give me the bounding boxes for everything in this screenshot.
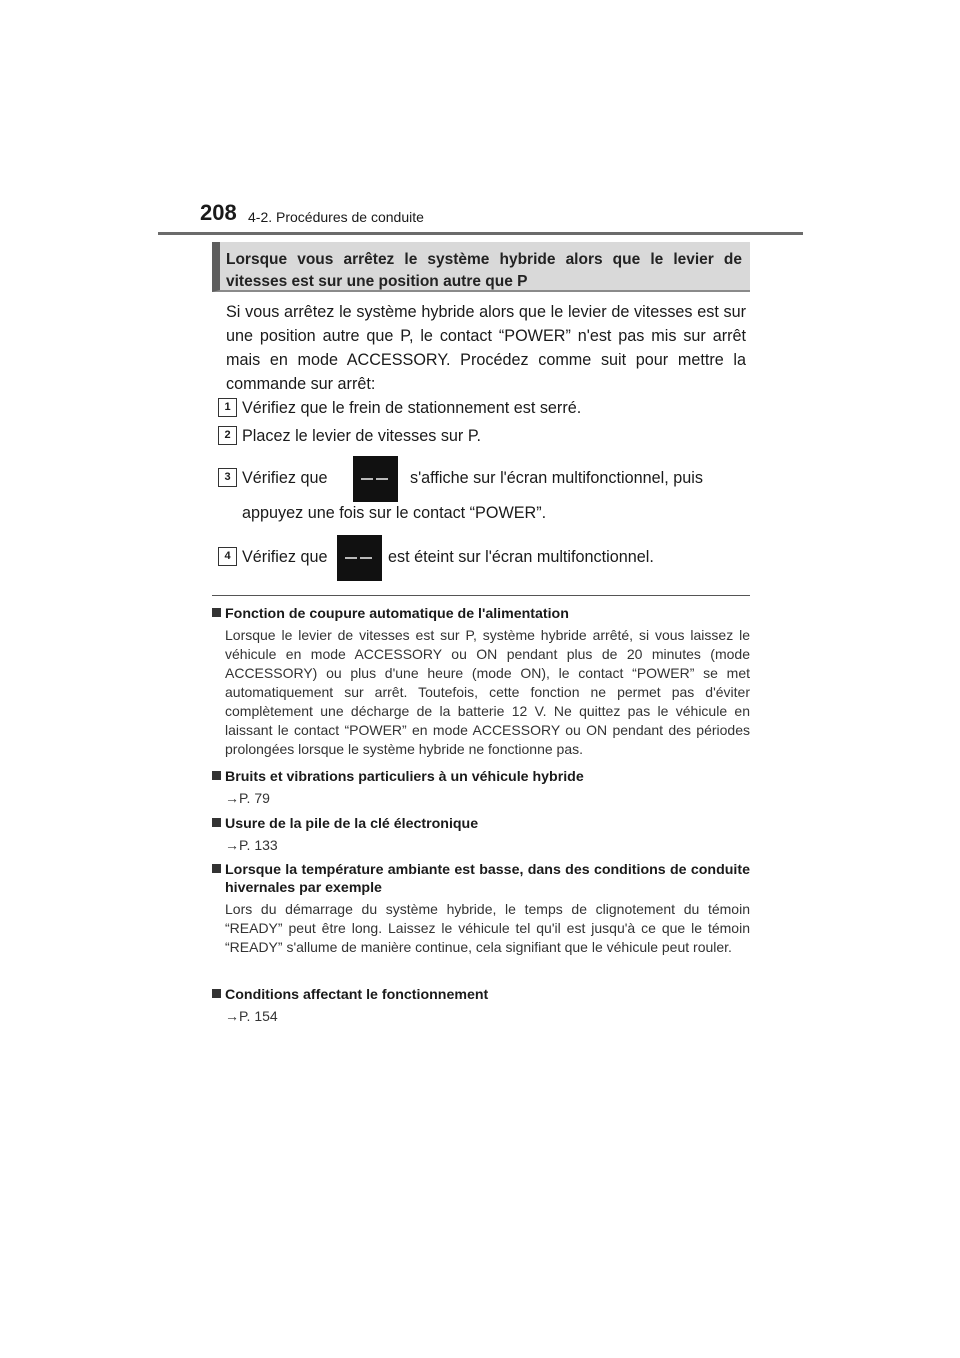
step-number-badge: 1 [218, 398, 237, 417]
page-reference: →P. 133 [225, 837, 278, 853]
step-number-badge: 3 [218, 468, 237, 487]
note-body: Lorsque le levier de vitesses est sur P, système hybride arrêté, si vous laissez le véhicule en mode ACCESSORY ou ON pendant plus de 20 minutes (mode ACCESSORY) ou plus d'une heure (mode ON), le contact “POWER” se met automatiquement sur arrêt. Toutefois, cette fonction ne permet pas d'éviter complètement une décharge de la batterie 12 V. Ne quittez pas le véhicule en laissant le contact “POWER” en mode ACCESSORY ou ON pendant des périodes prolongées lorsque le système hybride ne fonctionne pas. [225, 627, 750, 757]
indicator-display-icon [337, 535, 382, 581]
power-off-display-icon [353, 456, 398, 502]
bullet-square-icon [212, 771, 221, 780]
section-divider [212, 595, 750, 596]
section-title: 4-2. Procédures de conduite [248, 209, 424, 225]
note-title: Lorsque la température ambiante est basse, dans des conditions de conduite hivernales par exemple [212, 861, 750, 897]
bullet-square-icon [212, 818, 221, 827]
note-title: Fonction de coupure automatique de l'alimentation [212, 605, 750, 623]
header-rule [158, 232, 803, 235]
step-text-line2: appuyez une fois sur le contact “POWER”. [242, 504, 547, 522]
note-operating-conditions [212, 986, 750, 1026]
bullet-square-icon [212, 864, 221, 873]
note-hybrid-noise [212, 768, 750, 808]
bullet-square-icon [212, 608, 221, 617]
step-text-before: Vérifiez que [242, 469, 328, 487]
note-cold-weather [212, 861, 750, 957]
section-heading: Lorsque vous arrêtez le système hybride alors que le levier de vitesses est sur une position autre que P [212, 242, 750, 292]
note-title: Usure de la pile de la clé électronique [212, 815, 750, 833]
page-number: 208 [200, 200, 237, 225]
note-title: Conditions affectant le fonctionnement [212, 986, 750, 1004]
step-text-before: Vérifiez que [242, 548, 328, 566]
note-body: Lors du démarrage du système hybride, le temps de clignotement du témoin “READY” peut être long. Laissez le véhicule tel qu'il est jusqu'à ce que le témoin “READY” s'allume de manière continue, cela signifiant que le véhicule peut rouler. [225, 901, 750, 955]
step-text: Vérifiez que le frein de stationnement est serré. [242, 399, 582, 417]
step-text-after: est éteint sur l'écran multifonctionnel. [388, 548, 654, 566]
step-number-badge: 2 [218, 426, 237, 445]
page-reference: →P. 154 [225, 1008, 278, 1024]
note-auto-power-off [212, 605, 750, 759]
bullet-square-icon [212, 989, 221, 998]
note-key-battery [212, 815, 750, 855]
step-number-badge: 4 [218, 547, 237, 566]
intro-paragraph: Si vous arrêtez le système hybride alors que le levier de vitesses est sur une position autre que P, le contact “POWER” n'est pas mis sur arrêt mais en mode ACCESSORY. Procédez comme suit pour mettre la commande sur arrêt: [226, 303, 746, 393]
step-text: Placez le levier de vitesses sur P. [242, 427, 482, 445]
note-title: Bruits et vibrations particuliers à un véhicule hybride [212, 768, 750, 786]
step-text-after: s'affiche sur l'écran multifonctionnel, puis [410, 469, 703, 487]
page-reference: →P. 79 [225, 790, 270, 806]
